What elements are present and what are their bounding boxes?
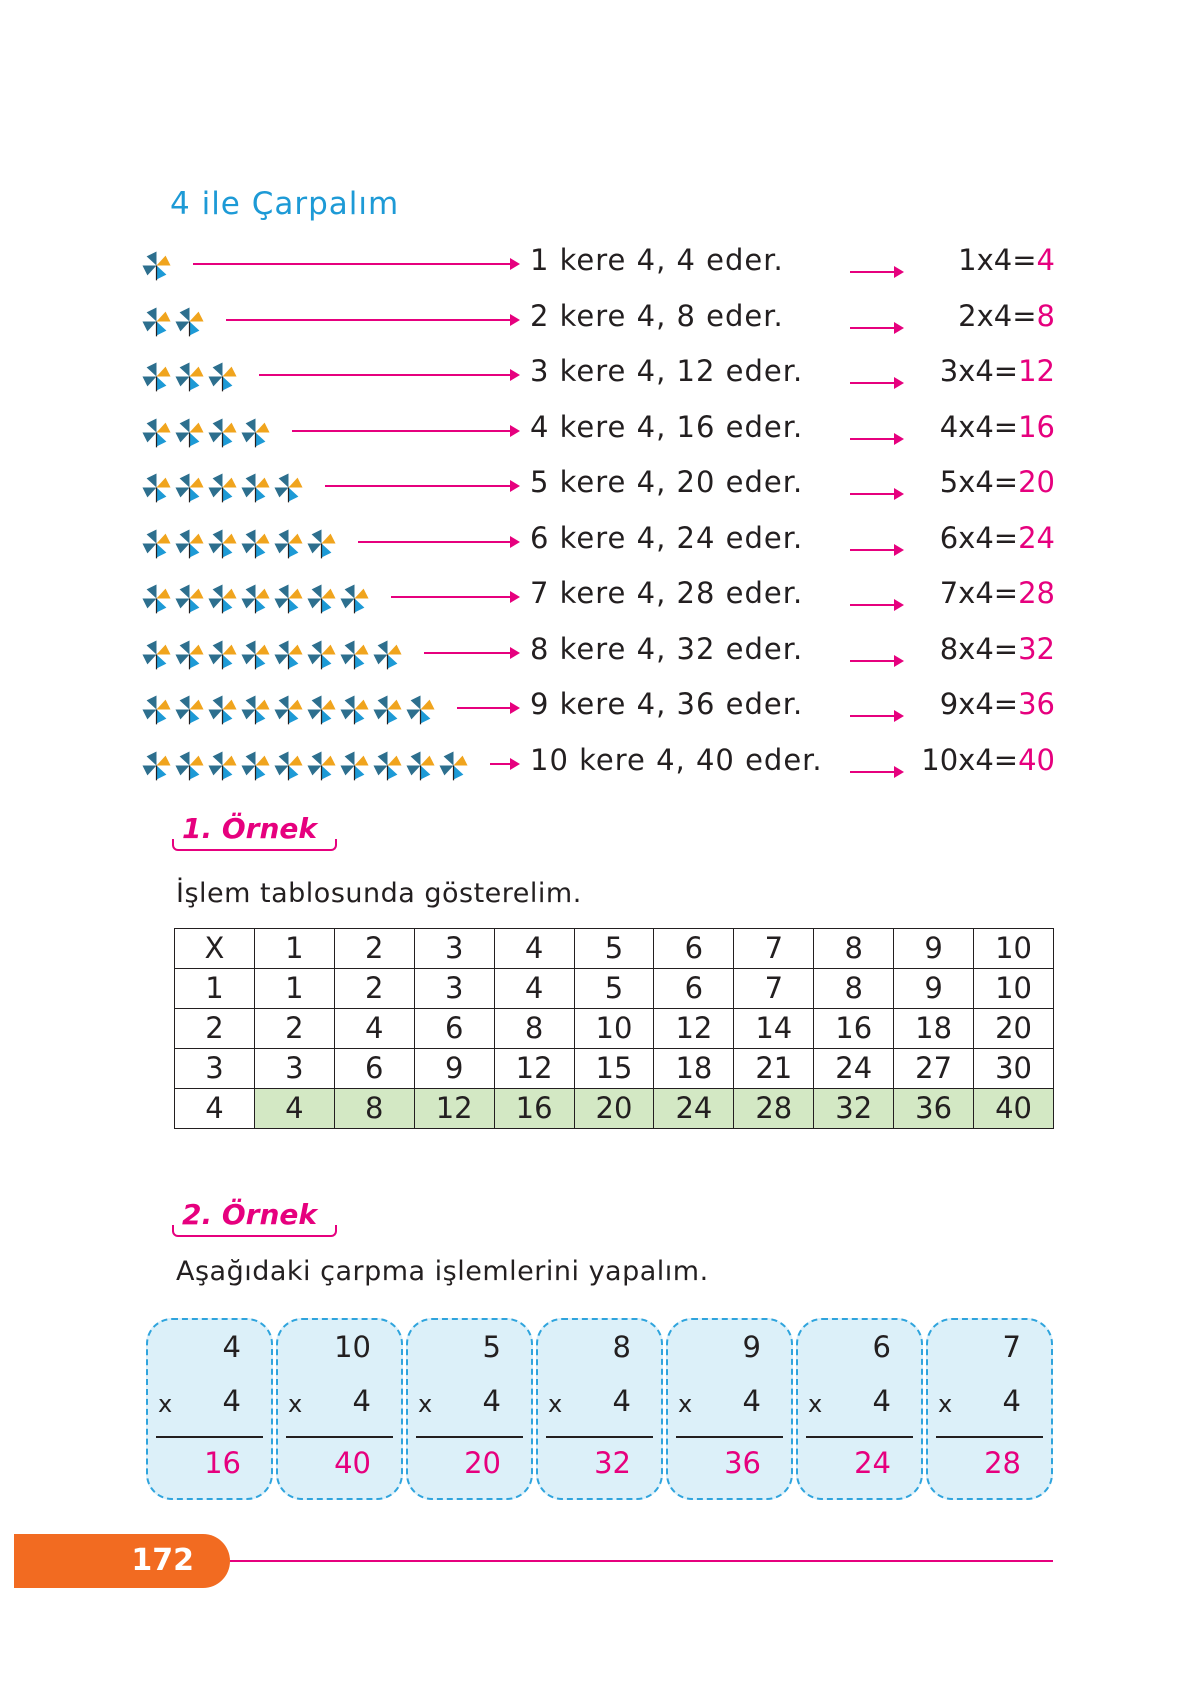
table-cell: 2	[334, 929, 414, 969]
table-cell: 4	[334, 1009, 414, 1049]
pinwheel-icon	[206, 638, 239, 671]
example-1-instruction: İşlem tablosunda gösterelim.	[176, 878, 582, 909]
card-top-number: 8	[612, 1330, 631, 1364]
times-sign: x	[418, 1390, 433, 1418]
row-equation	[940, 465, 1055, 499]
table-cell: 1	[254, 969, 334, 1009]
pinwheel-icon	[173, 693, 206, 726]
arrow-right-icon	[850, 438, 902, 440]
multiplication-row	[0, 293, 1190, 349]
pinwheel-icon	[272, 582, 305, 615]
exercise-card	[666, 1318, 793, 1500]
table-cell: 10	[974, 929, 1054, 969]
pinwheel-icon	[239, 527, 272, 560]
pinwheel-icon	[305, 693, 338, 726]
equation-expression: 3x4=	[939, 354, 1019, 388]
pinwheel-group	[140, 582, 371, 615]
pinwheel-group	[140, 749, 470, 782]
table-cell: 6	[414, 1009, 494, 1049]
card-answer: 24	[854, 1446, 891, 1480]
table-cell: 14	[734, 1009, 814, 1049]
table-cell: 7	[734, 969, 814, 1009]
table-cell: 40	[974, 1089, 1054, 1129]
pinwheel-icon	[437, 749, 470, 782]
table-row	[175, 1009, 1054, 1049]
equation-result: 20	[1018, 465, 1055, 499]
arrow-right-icon	[850, 271, 902, 273]
equation-result: 40	[1018, 742, 1055, 777]
exercise-card	[796, 1318, 923, 1500]
row-equation	[958, 243, 1055, 277]
equation-result: 12	[1018, 354, 1055, 388]
pinwheel-icon	[272, 471, 305, 504]
equation-expression: 2x4=	[958, 298, 1037, 333]
arrow-right-icon	[292, 430, 518, 432]
row-sentence: 6 kere 4, 24 eder.	[530, 520, 804, 555]
pinwheel-group	[140, 360, 239, 393]
pinwheel-icon	[173, 471, 206, 504]
table-cell: 1	[254, 929, 334, 969]
pinwheel-icon	[239, 471, 272, 504]
equation-expression: 7x4=	[939, 576, 1019, 610]
pinwheel-icon	[404, 749, 437, 782]
card-top-number: 9	[742, 1330, 761, 1364]
table-cell: 5	[574, 929, 654, 969]
pinwheel-icon	[272, 527, 305, 560]
arrow-right-icon	[391, 596, 518, 598]
arrow-right-icon	[490, 763, 518, 765]
pinwheel-icon	[239, 749, 272, 782]
row-sentence: 10 kere 4, 40 eder.	[530, 742, 823, 777]
times-sign: x	[808, 1390, 823, 1418]
pinwheel-icon	[305, 527, 338, 560]
card-multiplier: 4	[872, 1384, 891, 1418]
pinwheel-icon	[173, 416, 206, 449]
table-cell: 9	[894, 969, 974, 1009]
table-cell: 6	[654, 929, 734, 969]
table-cell: 27	[894, 1049, 974, 1089]
equation-expression: 5x4=	[939, 465, 1019, 499]
equation-result: 32	[1018, 631, 1055, 666]
table-cell: 20	[974, 1009, 1054, 1049]
arrow-right-icon	[457, 707, 518, 709]
exercise-cards	[146, 1318, 1053, 1500]
table-cell: 18	[654, 1049, 734, 1089]
table-cell: 5	[574, 969, 654, 1009]
pinwheel-icon	[173, 582, 206, 615]
table-cell: 3	[414, 969, 494, 1009]
table-cell: X	[175, 929, 255, 969]
table-cell: 3	[414, 929, 494, 969]
table-cell: 36	[894, 1089, 974, 1129]
pinwheel-group	[140, 416, 272, 449]
pinwheel-icon	[305, 749, 338, 782]
pinwheel-icon	[140, 471, 173, 504]
multiplication-table	[174, 928, 1054, 1129]
pinwheel-icon	[173, 749, 206, 782]
table-cell: 12	[414, 1089, 494, 1129]
table-cell: 2	[334, 969, 414, 1009]
pinwheel-icon	[206, 749, 239, 782]
example-2-label: 2. Örnek	[182, 1198, 318, 1231]
card-top-number: 5	[482, 1330, 501, 1364]
equation-result: 8	[1036, 298, 1055, 333]
pinwheel-icon	[272, 638, 305, 671]
result-line	[416, 1436, 523, 1438]
pinwheel-group	[140, 693, 437, 726]
multiplication-row	[0, 459, 1190, 515]
pinwheel-icon	[140, 360, 173, 393]
pinwheel-group	[140, 638, 404, 671]
multiplication-row	[0, 737, 1190, 793]
exercise-card	[926, 1318, 1053, 1500]
pinwheel-icon	[140, 249, 173, 282]
table-cell: 7	[734, 929, 814, 969]
table-cell: 24	[654, 1089, 734, 1129]
row-sentence: 4 kere 4, 16 eder.	[530, 409, 804, 444]
multiplication-row	[0, 348, 1190, 404]
row-sentence: 7 kere 4, 28 eder.	[530, 576, 804, 610]
row-sentence: 2 kere 4, 8 eder.	[530, 298, 784, 333]
pinwheel-icon	[338, 693, 371, 726]
pinwheel-icon	[206, 693, 239, 726]
pinwheel-group	[140, 305, 206, 338]
exercise-card	[406, 1318, 533, 1500]
equation-expression: 10x4=	[921, 742, 1019, 777]
result-line	[286, 1436, 393, 1438]
pinwheel-icon	[305, 638, 338, 671]
pinwheel-icon	[371, 749, 404, 782]
pinwheel-icon	[140, 305, 173, 338]
table-header-row	[175, 929, 1054, 969]
equation-result: 28	[1018, 576, 1055, 610]
equation-expression: 8x4=	[939, 631, 1019, 666]
table-cell: 8	[494, 1009, 574, 1049]
times-sign: x	[548, 1390, 563, 1418]
pinwheel-icon	[206, 527, 239, 560]
pinwheel-icon	[140, 749, 173, 782]
multiplication-row	[0, 626, 1190, 682]
arrow-right-icon	[850, 493, 902, 495]
card-answer: 16	[204, 1446, 241, 1480]
card-multiplier: 4	[352, 1384, 371, 1418]
card-multiplier: 4	[482, 1384, 501, 1418]
exercise-card	[536, 1318, 663, 1500]
page-number: 172	[14, 1534, 230, 1588]
pinwheel-icon	[173, 527, 206, 560]
arrow-right-icon	[850, 715, 902, 717]
example-2-instruction: Aşağıdaki çarpma işlemlerini yapalım.	[176, 1256, 709, 1287]
card-answer: 28	[984, 1446, 1021, 1480]
example-2-heading	[172, 1198, 327, 1231]
pinwheel-group	[140, 471, 305, 504]
multiplication-row	[0, 404, 1190, 460]
pinwheel-icon	[140, 416, 173, 449]
table-cell: 2	[175, 1009, 255, 1049]
pinwheel-icon	[140, 582, 173, 615]
table-cell: 4	[254, 1089, 334, 1129]
pinwheel-icon	[239, 693, 272, 726]
example-2-bracket	[172, 1225, 337, 1237]
arrow-right-icon	[850, 660, 902, 662]
table-cell: 9	[414, 1049, 494, 1089]
table-cell: 15	[574, 1049, 654, 1089]
pinwheel-icon	[206, 360, 239, 393]
exercise-card	[276, 1318, 403, 1500]
pinwheel-icon	[404, 693, 437, 726]
card-top-number: 10	[334, 1330, 371, 1364]
pinwheel-icon	[371, 693, 404, 726]
arrow-right-icon	[850, 549, 902, 551]
pinwheel-icon	[173, 360, 206, 393]
equation-expression: 9x4=	[939, 687, 1019, 721]
card-multiplier: 4	[742, 1384, 761, 1418]
equation-result: 16	[1018, 409, 1055, 444]
card-multiplier: 4	[612, 1384, 631, 1418]
row-sentence: 9 kere 4, 36 eder.	[530, 687, 804, 721]
table-cell: 16	[494, 1089, 574, 1129]
equation-result: 4	[1036, 243, 1055, 277]
table-cell: 2	[254, 1009, 334, 1049]
table-cell: 10	[974, 969, 1054, 1009]
table-cell: 3	[175, 1049, 255, 1089]
row-equation	[940, 687, 1055, 721]
pinwheel-icon	[239, 416, 272, 449]
pinwheel-icon	[338, 638, 371, 671]
multiplication-row	[0, 237, 1190, 293]
pinwheel-icon	[173, 305, 206, 338]
table-cell: 8	[334, 1089, 414, 1129]
card-top-number: 4	[222, 1330, 241, 1364]
arrow-right-icon	[226, 319, 518, 321]
arrow-right-icon	[850, 327, 902, 329]
times-sign: x	[288, 1390, 303, 1418]
table-row	[175, 1089, 1054, 1129]
row-sentence: 8 kere 4, 32 eder.	[530, 631, 804, 666]
row-sentence: 1 kere 4, 4 eder.	[530, 243, 784, 277]
pinwheel-icon	[239, 638, 272, 671]
card-multiplier: 4	[222, 1384, 241, 1418]
table-cell: 6	[654, 969, 734, 1009]
example-1-bracket	[172, 839, 337, 851]
pinwheel-icon	[272, 693, 305, 726]
row-equation	[921, 743, 1055, 777]
card-multiplier: 4	[1002, 1384, 1021, 1418]
row-equation	[940, 354, 1055, 388]
example-1-label: 1. Örnek	[182, 812, 318, 845]
multiplication-row	[0, 570, 1190, 626]
pinwheel-icon	[305, 582, 338, 615]
table-cell: 1	[175, 969, 255, 1009]
pinwheel-icon	[173, 638, 206, 671]
table-cell: 24	[814, 1049, 894, 1089]
pinwheel-group	[140, 249, 173, 282]
arrow-right-icon	[850, 604, 902, 606]
pinwheel-icon	[239, 582, 272, 615]
pinwheel-icon	[272, 749, 305, 782]
card-answer: 36	[724, 1446, 761, 1480]
pinwheel-group	[140, 527, 338, 560]
table-cell: 6	[334, 1049, 414, 1089]
multiplication-row	[0, 681, 1190, 737]
table-row	[175, 969, 1054, 1009]
arrow-right-icon	[193, 263, 518, 265]
result-line	[806, 1436, 913, 1438]
table-cell: 12	[654, 1009, 734, 1049]
table-cell: 4	[494, 929, 574, 969]
pinwheel-icon	[338, 749, 371, 782]
pinwheel-icon	[371, 638, 404, 671]
row-equation	[958, 299, 1055, 333]
row-equation	[940, 410, 1055, 444]
card-answer: 40	[334, 1446, 371, 1480]
page-title: 4 ile Çarpalım	[170, 186, 400, 222]
card-top-number: 6	[872, 1330, 891, 1364]
result-line	[936, 1436, 1043, 1438]
pinwheel-icon	[140, 527, 173, 560]
times-sign: x	[938, 1390, 953, 1418]
card-top-number: 7	[1002, 1330, 1021, 1364]
multiplication-row	[0, 515, 1190, 571]
footer-line	[230, 1560, 1053, 1562]
arrow-right-icon	[424, 652, 518, 654]
row-sentence: 3 kere 4, 12 eder.	[530, 354, 804, 388]
table-cell: 20	[574, 1089, 654, 1129]
row-equation	[940, 521, 1055, 555]
equation-expression: 1x4=	[958, 243, 1037, 277]
exercise-card	[146, 1318, 273, 1500]
table-cell: 3	[254, 1049, 334, 1089]
table-cell: 4	[494, 969, 574, 1009]
pinwheel-icon	[338, 582, 371, 615]
equation-expression: 4x4=	[939, 409, 1019, 444]
table-cell: 21	[734, 1049, 814, 1089]
times-sign: x	[158, 1390, 173, 1418]
table-cell: 10	[574, 1009, 654, 1049]
table-cell: 4	[175, 1089, 255, 1129]
arrow-right-icon	[850, 382, 902, 384]
table-cell: 30	[974, 1049, 1054, 1089]
equation-result: 24	[1018, 520, 1055, 555]
example-1-heading	[172, 812, 327, 845]
table-cell: 12	[494, 1049, 574, 1089]
table-row	[175, 1049, 1054, 1089]
table-cell: 8	[814, 969, 894, 1009]
pinwheel-icon	[206, 471, 239, 504]
arrow-right-icon	[850, 771, 902, 773]
times-sign: x	[678, 1390, 693, 1418]
arrow-right-icon	[358, 541, 518, 543]
card-answer: 32	[594, 1446, 631, 1480]
row-equation	[940, 632, 1055, 666]
result-line	[156, 1436, 263, 1438]
row-equation	[940, 576, 1055, 610]
pinwheel-icon	[206, 416, 239, 449]
result-line	[676, 1436, 783, 1438]
table-cell: 18	[894, 1009, 974, 1049]
arrow-right-icon	[259, 374, 518, 376]
pinwheel-icon	[206, 582, 239, 615]
table-cell: 16	[814, 1009, 894, 1049]
table-cell: 28	[734, 1089, 814, 1129]
table-cell: 9	[894, 929, 974, 969]
arrow-right-icon	[325, 485, 518, 487]
table-cell: 8	[814, 929, 894, 969]
equation-expression: 6x4=	[939, 520, 1019, 555]
equation-result: 36	[1018, 687, 1055, 721]
result-line	[546, 1436, 653, 1438]
card-answer: 20	[464, 1446, 501, 1480]
row-sentence: 5 kere 4, 20 eder.	[530, 465, 804, 499]
pinwheel-icon	[140, 693, 173, 726]
pinwheel-icon	[140, 638, 173, 671]
table-cell: 32	[814, 1089, 894, 1129]
